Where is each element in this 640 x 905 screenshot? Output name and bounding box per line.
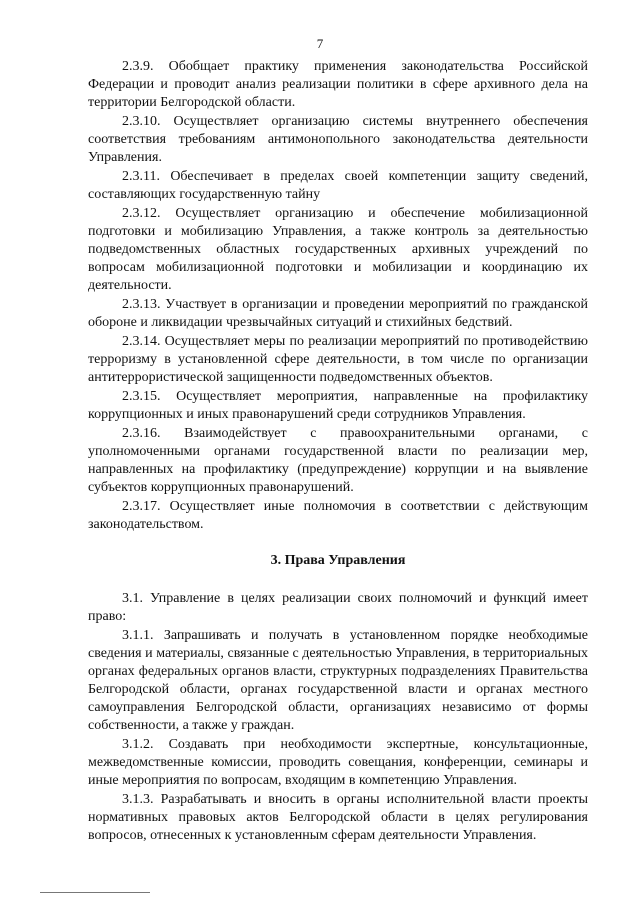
paragraph-2-3-13: 2.3.13. Участвует в организации и проведении мероприятий по гражданской обороне и ликвидации чрезвычайных ситуаций и стихийных бедствий. — [88, 297, 588, 330]
paragraph-2-3-9: 2.3.9. Обобщает практику применения законодательства Российской Федерации и проводит анализ реализации политики в сфере архивного дела на территории Белгородской области. — [88, 59, 588, 110]
paragraph-3-1: 3.1. Управление в целях реализации своих полномочий и функций имеет право: — [88, 591, 588, 624]
paragraph-3-1-2: 3.1.2. Создавать при необходимости экспертные, консультационные, межведомственные комиссии, проводить совещания, конференции, семинары и иные мероприятия по вопросам, входящим в компетенцию Управления. — [88, 737, 588, 788]
paragraph-2-3-15: 2.3.15. Осуществляет мероприятия, направленные на профилактику коррупционных и иных правонарушений среди сотрудников Управления. — [88, 389, 588, 422]
scan-artifact-line — [40, 892, 140, 893]
paragraph-3-1-3: 3.1.3. Разрабатывать и вносить в органы исполнительной власти проекты нормативных правовых актов Белгородской области в целях регулирования вопросов, отнесенных к установленным сферам деятельности Управления. — [88, 792, 588, 843]
paragraph-2-3-16: 2.3.16. Взаимодействует с правоохранительными органами, с уполномоченными органами государственной власти по реализации мер, направленных на профилактику (предупреждение) коррупции и на выявление субъектов коррупционных правонарушений. — [88, 426, 588, 495]
paragraph-2-3-11: 2.3.11. Обеспечивает в пределах своей компетенции защиту сведений, составляющих государственную тайну — [88, 169, 588, 202]
paragraph-2-3-17: 2.3.17. Осуществляет иные полномочия в соответствии с действующим законодательством. — [88, 499, 588, 532]
paragraph-3-1-1: 3.1.1. Запрашивать и получать в установленном порядке необходимые сведения и материалы, связанные с деятельностью Управления, в территориальных органах федеральных органов власти, структурных подразделениях Правительства Белгородской области, органах государственной власти и органах местного самоуправления Белгородской области, организациях независимо от формы собственности, а также у граждан. — [88, 628, 588, 733]
page-number: 7 — [316, 36, 324, 51]
paragraph-2-3-10: 2.3.10. Осуществляет организацию системы внутреннего обеспечения соответствия требованиям антимонопольного законодательства деятельности Управления. — [88, 114, 588, 165]
document-body — [88, 58, 588, 846]
paragraph-2-3-12: 2.3.12. Осуществляет организацию и обеспечение мобилизационной подготовки и мобилизацию Управления, а также контроль за деятельностью подведомственных областных государственных архивных учреждений по вопросам мобилизационной подготовки и мобилизации и координацию их деятельности. — [88, 206, 588, 293]
scan-artifact-line — [128, 892, 150, 893]
paragraph-2-3-14: 2.3.14. Осуществляет меры по реализации мероприятий по противодействию терроризму в установленной сфере деятельности, в том числе по организации антитеррористической защищенности подведомственных объектов. — [88, 334, 588, 385]
section-heading: 3. Права Управления — [270, 553, 406, 568]
